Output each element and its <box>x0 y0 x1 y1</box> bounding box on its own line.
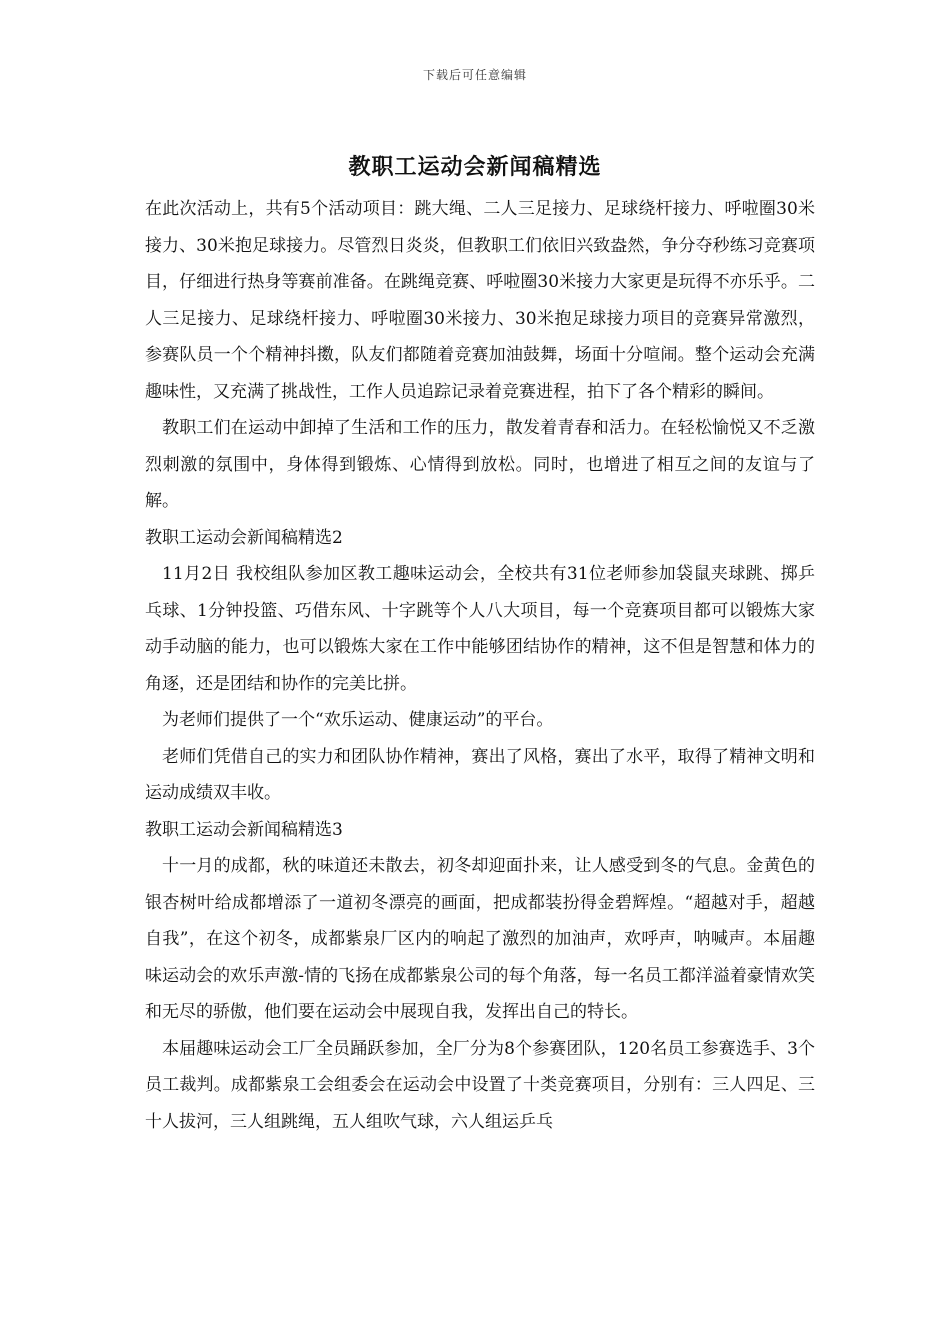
document-body <box>145 191 815 1140</box>
paragraph-4: 为老师们提供了一个“欢乐运动、健康运动”的平台。 <box>162 710 554 730</box>
paragraph-1: 在此次活动上，共有5个活动项目：跳大绳、二人三足接力、足球绕杆接力、呼啦圈30米接力、30米抱足球接力。尽管烈日炎炎，但教职工们依旧兴致盎然，争分夺秒练习竞赛项目，仔细进行热身等赛前准备。在跳绳竞赛、呼啦圈30米接力大家更是玩得不亦乐乎。二人三足接力、足球绕杆接力、呼啦圈30米接力、30米抱足球接力项目的竞赛异常激烈，参赛队员一个个精神抖擞，队友们都随着竞赛加油鼓舞，场面十分喧闹。整个运动会充满趣味性，又充满了挑战性，工作人员追踪记录着竞赛进程，拍下了各个精彩的瞬间。 <box>145 199 815 402</box>
section-heading-3: 教职工运动会新闻稿精选3 <box>145 819 343 840</box>
paragraph-3: 11月2日 我校组队参加区教工趣味运动会，全校共有31位老师参加袋鼠夹球跳、掷乒乓球、1分钟投篮、巧借东风、十字跳等个人八大项目，每一个竞赛项目都可以锻炼大家动手动脑的能力，也可以锻炼大家在工作中能够团结协作的精神，这不但是智慧和体力的角逐，还是团结和协作的完美比拼。 <box>145 564 815 694</box>
paragraph-5: 老师们凭借自己的实力和团队协作精神，赛出了风格，赛出了水平，取得了精神文明和运动成绩双丰收。 <box>145 746 815 803</box>
document-title: 教职工运动会新闻稿精选 <box>348 154 602 180</box>
section-heading-2: 教职工运动会新闻稿精选2 <box>145 527 343 548</box>
header-note: 下载后可任意编辑 <box>422 68 527 82</box>
paragraph-7: 本届趣味运动会工厂全员踊跃参加，全厂分为8个参赛团队，120名员工参赛选手、3个员工裁判。成都紫泉工会组委会在运动会中设置了十类竞赛项目，分别有：三人四足、三十人拔河，三人组跳绳，五人组吹气球，六人组运乒乓 <box>145 1038 815 1132</box>
paragraph-2: 教职工们在运动中卸掉了生活和工作的压力，散发着青春和活力。在轻松愉悦又不乏激烈刺激的氛围中，身体得到锻炼、心情得到放松。同时，也增进了相互之间的友谊与了解。 <box>145 418 815 511</box>
paragraph-6: 十一月的成都，秋的味道还未散去，初冬却迎面扑来，让人感受到冬的气息。金黄色的银杏树叶给成都增添了一道初冬漂亮的画面，把成都装扮得金碧辉煌。“超越对手，超越自我”，在这个初冬，成都紫泉厂区内的响起了激烈的加油声，欢呼声，呐喊声。本届趣味运动会的欢乐声激-情的飞扬在成都紫泉公司的每个角落，每一名员工都洋溢着豪情欢笑和无尽的骄傲，他们要在运动会中展现自我，发挥出自己的特长。 <box>145 856 815 1022</box>
